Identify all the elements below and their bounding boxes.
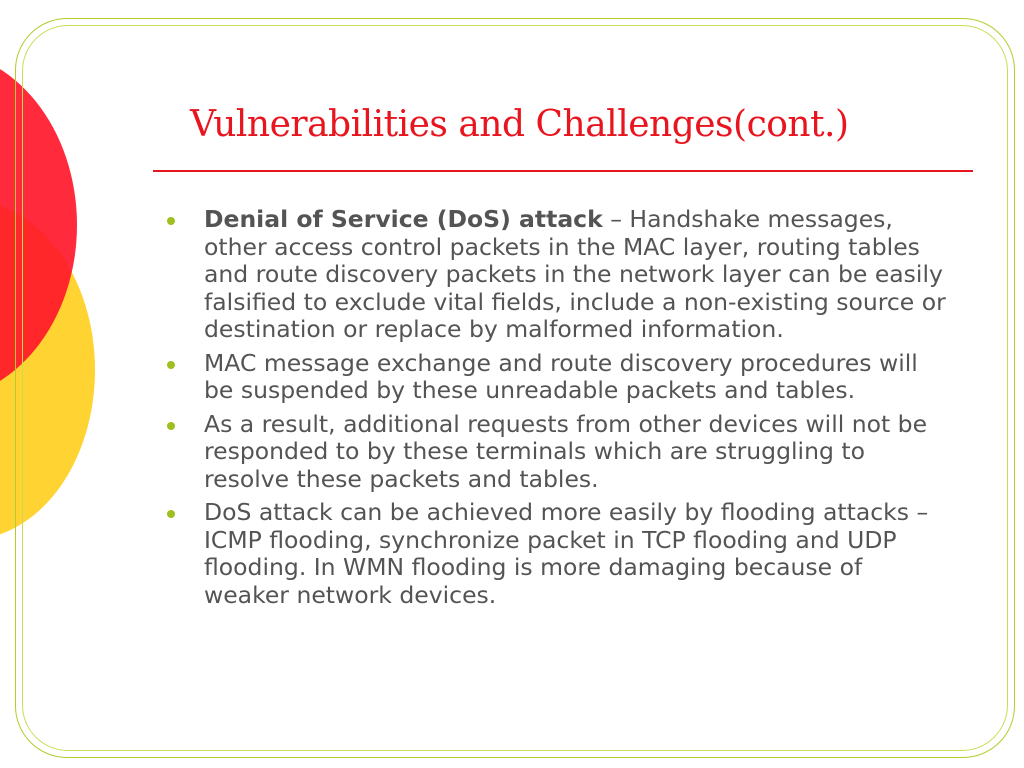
bullet-term: Denial of Service (DoS) attack [204,205,603,233]
bullet-text: – Handshake messages, other access control packets in the MAC layer, routing tables and route discovery packets in the network layer can be easily falsified to exclude vital fields, include a non-existing source or destination or replace by malformed information. [204,205,946,343]
bullet-item-dos [164,206,954,344]
bullet-item-result [164,411,954,494]
bullet-dot-icon [167,510,175,518]
title-underline [153,170,973,172]
bullet-item-mac [164,350,954,405]
bullet-dot-icon [167,422,175,430]
bullet-dot-icon [167,361,175,369]
slide-title: Vulnerabilities and Challenges(cont.) [190,104,849,145]
bullet-text: As a result, additional requests from other devices will not be responded to by these terminals which are struggling to resolve these packets and tables. [204,409,928,493]
bullet-text: DoS attack can be achieved more easily by flooding attacks – ICMP flooding, synchronize packet in TCP flooding and UDP flooding. In WMN flooding is more damaging because of weaker network devices. [204,498,929,609]
bullet-dot-icon [167,217,175,225]
bullet-list [164,206,954,615]
bullet-item-flooding [164,499,954,609]
bullet-text: MAC message exchange and route discovery procedures will be suspended by these unreadable packets and tables. [204,348,918,404]
